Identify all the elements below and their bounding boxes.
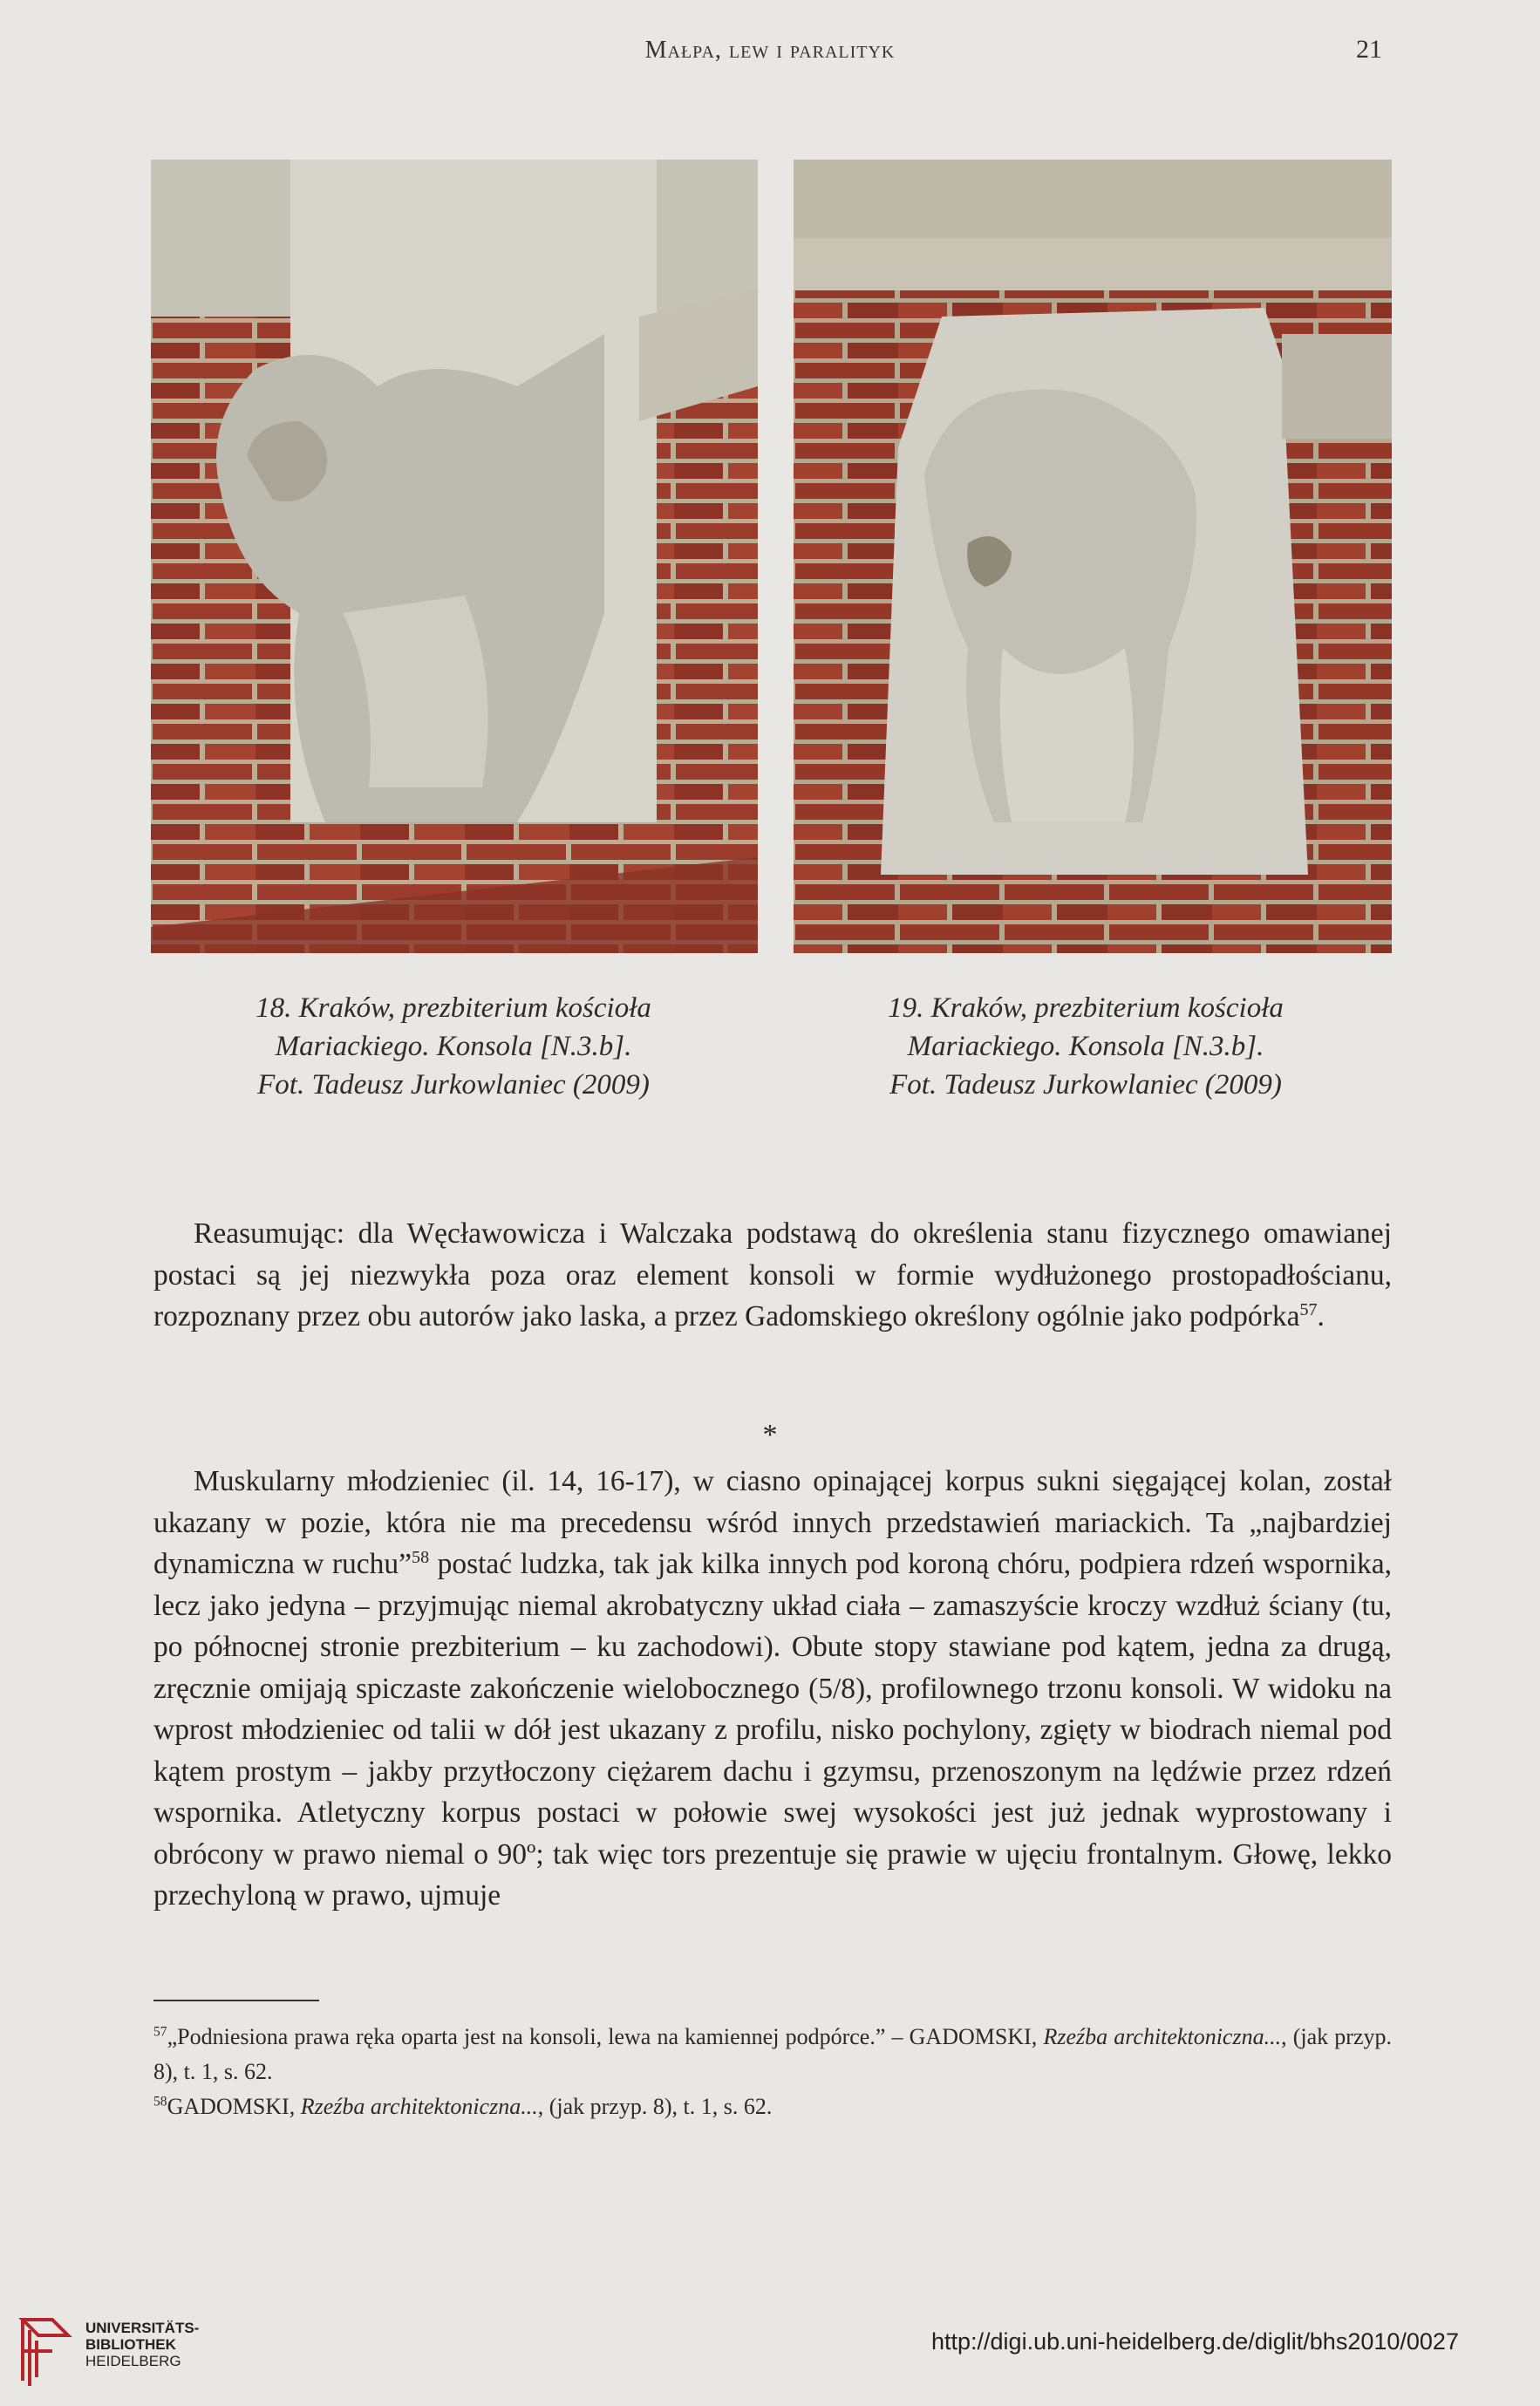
- footnote-rest: , (jak przyp. 8), t. 1, s. 62.: [537, 2094, 773, 2119]
- paragraph-end: .: [1317, 1300, 1325, 1333]
- footnote-text: „Podniesiona prawa ręka oparta jest na konsoli, lewa na kamiennej podpórce.” – GADOMSKI,: [167, 2024, 1044, 2049]
- footnote-title: Rzeźba architektoniczna...: [1043, 2024, 1282, 2049]
- library-name: [85, 2320, 199, 2369]
- figure-19-caption: [780, 989, 1391, 1104]
- paragraph-text: Muskularny młodzieniec (il. 14, 16-17), w ciasno opinającej korpus sukni sięgającej kolan, został ukazany w pozie, która nie ma precedensu wśród innych przedstawień mariackich. Ta „najbardziej dynamiczna w ruchu”: [153, 1465, 1392, 1580]
- running-title: [0, 37, 1540, 65]
- source-url-link[interactable]: http://digi.ub.uni-heidelberg.de/diglit/bhs2010/0027: [931, 2328, 1459, 2355]
- running-title-initial: M: [644, 37, 668, 64]
- library-line-1: UNIVERSITÄTS-: [85, 2320, 200, 2336]
- library-logo-icon: [17, 2311, 73, 2386]
- footnote-57: [153, 2020, 1392, 2089]
- paragraph-1: [153, 1213, 1392, 1338]
- figure-18-caption: [148, 989, 759, 1104]
- library-line-2: BIBLIOTHEK: [85, 2336, 176, 2353]
- footnote-number: 57: [153, 2024, 167, 2040]
- paragraph-2: [153, 1461, 1392, 1917]
- footnote-58: [153, 2089, 1392, 2124]
- footnote-title: Rzeźba architektoniczna...: [300, 2094, 538, 2119]
- page-number: 21: [1356, 35, 1382, 64]
- footnote-ref-58[interactable]: 58: [412, 1547, 430, 1567]
- footnote-rule: [153, 2000, 319, 2001]
- footnotes: [153, 2020, 1392, 2124]
- page-footer: [0, 2285, 1540, 2406]
- footnote-number: 58: [153, 2094, 167, 2110]
- figure-18-photo: [151, 160, 758, 953]
- paragraph-text-continued: postać ludzka, tak jak kilka innych pod koroną chóru, podpiera rdzeń wspornika, lecz jako jedyna – przyjmując niemal akrobatyczny układ ciała – zamaszyście kroczy wzdłuż ściany (tu, po północnej stronie prezbiterium – ku zachodowi). Obute stopy stawiane pod kątem, jedna za drugą, zręcznie omijają spiczaste zakończenie wielobocznego (5/8), profilownego trzonu konsoli. W widoku na wprost młodzieniec od talii w dół jest ukazany z profilu, nisko pochylony, zgięty w biodrach niemal pod kątem prostym – jakby przytłoczony ciężarem dachu i gzymsu, przenoszonym na lędźwie przez rdzeń wspornika. Atletyczny korpus postaci w połowie swej wysokości jest już jednak wyprostowany i obrócony w prawo niemal o 90º; tak więc tors prezentuje się prawie w ujęciu frontalnym. Głowę, lekko przechyloną w prawo, ujmuje: [153, 1548, 1392, 1912]
- caption-line: Fot. Tadeusz Jurkowlaniec (2009): [889, 1069, 1282, 1101]
- caption-line: 19. Kraków, prezbiterium kościoła: [888, 992, 1284, 1024]
- paragraph-text: Reasumując: dla Węcławowicza i Walczaka podstawą do określenia stanu fizycznego omawianej postaci są jej niezwykła poza oraz element konsoli w formie wydłużonego prostopadłościanu, rozpoznany przez obu autorów jako laska, a przez Gadomskiego określony ogólnie jako podpórka: [153, 1217, 1392, 1333]
- library-line-3: HEIDELBERG: [85, 2353, 181, 2369]
- running-title-rest: ałpa, lew i paralityk: [667, 37, 896, 64]
- caption-line: Mariackiego. Konsola [N.3.b].: [907, 1031, 1264, 1062]
- caption-line: Fot. Tadeusz Jurkowlaniec (2009): [257, 1069, 650, 1101]
- caption-line: Mariackiego. Konsola [N.3.b].: [275, 1031, 632, 1062]
- footnote-ref-57[interactable]: 57: [1299, 1299, 1318, 1319]
- figure-19-photo: [794, 160, 1392, 953]
- section-separator: *: [762, 1419, 778, 1451]
- footnote-text: GADOMSKI,: [167, 2094, 301, 2119]
- caption-line: 18. Kraków, prezbiterium kościoła: [256, 992, 651, 1024]
- footnote-rest: , (jak przyp. 8), t. 1, s. 62.: [153, 2024, 1392, 2084]
